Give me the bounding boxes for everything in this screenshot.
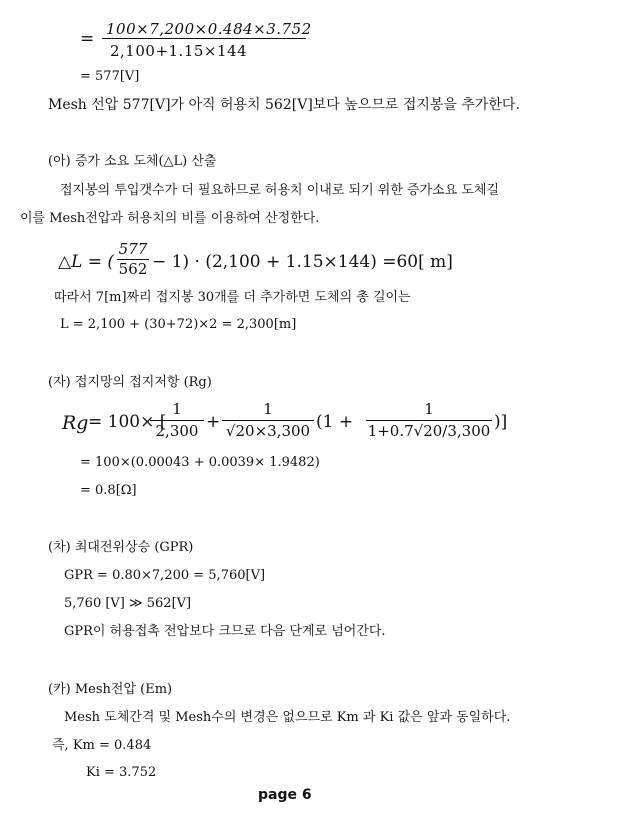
mesh-sentence: Mesh 선압 577[V]가 아직 허용치 562[V]보다 높으므로 접지봉을 추가한다. [48,97,520,113]
fraction-numerator: 100×7,200×0.484×3.752 [106,20,312,38]
rg-step2: = 0.8[Ω] [80,483,137,498]
fraction-denominator: 2,100+1.15×144 [110,42,248,60]
rg-f2-num: 1 [263,400,273,418]
delta-l-frac-den: 562 [118,260,148,278]
delta-l-eq-right: − 1) · (2,100 + 1.15×144) =60[ m] [152,252,453,272]
result-577: = 577[V] [80,69,140,84]
page-number: page 6 [258,787,312,803]
rg-plus: + [206,412,221,432]
rg-f1-num: 1 [172,400,182,418]
equals-sign: = [80,29,95,49]
gpr-line1: GPR = 0.80×7,200 = 5,760[V] [64,568,266,583]
ka-line2: 즉, Km = 0.484 [52,738,152,753]
rg-lhs: Rg [62,412,89,434]
gpr-line2: 5,760 [V] ≫ 562[V] [64,596,192,611]
rg-f1-den: 2,300 [155,422,199,440]
rg-f2-bar [222,420,314,421]
rg-paren-open: (1 + [316,412,354,432]
section-a-heading: (아) 증가 소요 도체(△L) 산출 [48,154,217,169]
fraction-bar [102,38,306,39]
delta-l-eq-left: △L = ( [58,252,115,272]
section-a-line4: L = 2,100 + (30+72)×2 = 2,300[m] [60,317,297,332]
rg-close: )] [494,412,508,432]
ka-line3: Ki = 3.752 [86,765,157,780]
section-a-line1: 접지봉의 투입갯수가 더 필요하므로 허용치 이내로 되기 위한 증가소요 도체길 [60,183,500,198]
rg-f3-num: 1 [424,400,434,418]
gpr-line3: GPR이 허용접촉 전압보다 크므로 다음 단계로 넘어간다. [64,624,386,639]
rg-f3-den: 1+0.7√20/3,300 [367,422,491,440]
rg-eq: = 100× [ [88,412,167,432]
section-a-line2: 이를 Mesh전압과 허용치의 비를 이용하여 산정한다. [20,211,320,226]
rg-step1: = 100×(0.00043 + 0.0039× 1.9482) [80,455,320,470]
section-ka-heading: (카) Mesh전압 (Em) [48,682,173,697]
rg-f2-den: √20×3,300 [225,422,311,440]
section-cha-heading: (차) 최대전위상승 (GPR) [48,540,194,555]
section-ja-heading: (자) 접지망의 접지저항 (Rg) [48,375,212,390]
delta-l-frac-num: 577 [118,240,148,258]
ka-line1: Mesh 도체간격 및 Mesh수의 변경은 없으므로 Km 과 Ki 값은 앞과 동일하다. [64,710,511,725]
rg-f3-bar [366,420,492,421]
rg-f1-bar [150,420,204,421]
section-a-line3: 따라서 7[m]짜리 접지봉 30개를 더 추가하면 도체의 총 길이는 [54,290,411,305]
